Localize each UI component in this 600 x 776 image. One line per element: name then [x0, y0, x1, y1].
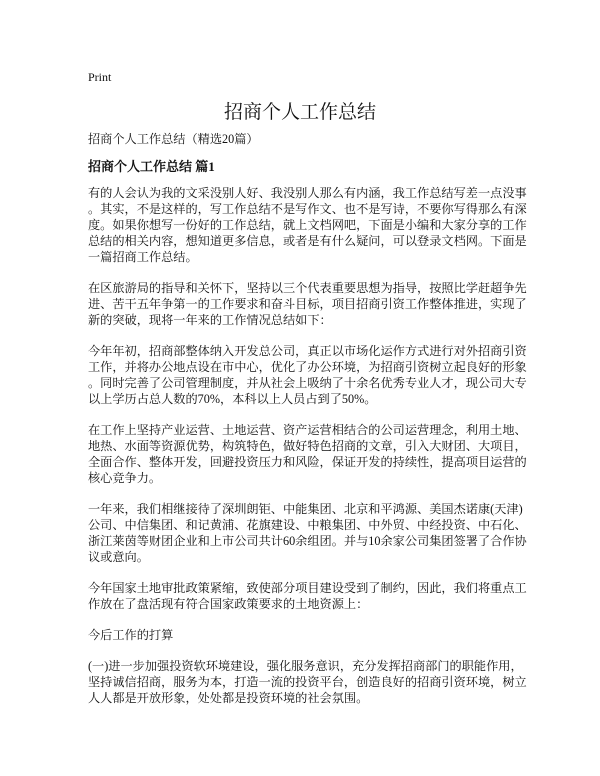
paragraph [88, 185, 527, 265]
paragraph-line: 一年来，我们相继接待了深圳朗钜、中能集团、北京和平鸿源、美国杰诺康(天津) [88, 502, 523, 516]
section-heading: 招商个人工作总结 篇1 [88, 159, 215, 174]
paragraph-line: 进、苦干五年争第一的工作要求和奋斗目标，项目招商引资工作整体推进，实现了 [88, 297, 527, 311]
paragraph-line: 在区旅游局的指导和关怀下，坚持以三个代表重要思想为指导，按照比学赶超争先 [88, 281, 527, 295]
paragraph [88, 580, 527, 612]
paragraph [88, 658, 527, 706]
paragraph-line: (一)进一步加强投资软环境建设，强化服务意识，充分发挥招商部门的职能作用， [88, 659, 523, 673]
paragraph [88, 280, 527, 328]
paragraph-line: 地热、水面等资源优势，构筑特色，做好特色招商的文章，引入大财团、大项目， [88, 439, 527, 453]
paragraph-line: 全面合作、整体开发，回避投资压力和风险，保证开发的持续性，提高项目运营的 [88, 455, 527, 469]
paragraph-line: 今后工作的打算 [88, 628, 174, 642]
paragraph-line: 总结的相关内容，想知道更多信息，或者是有什么疑问，可以登录文档网。下面是 [88, 234, 527, 248]
document-body [88, 131, 527, 721]
paragraph [88, 422, 527, 486]
paragraph-line: 浙江莱茵等财团企业和上市公司共计60余组团。并与10余家公司集团签署了合作协 [88, 534, 527, 548]
document-title: 招商个人工作总结 [223, 102, 376, 123]
paragraph-line: 人人都是开放形象，处处都是投资环境的社会氛围。 [88, 691, 369, 705]
paragraph-line: 在工作上坚持产业运营、土地运营、资产运营相结合的公司运营理念，利用土地、 [88, 423, 527, 437]
paragraph-line: 核心竞争力。 [88, 471, 162, 485]
paragraph [88, 501, 527, 565]
paragraph-line: 今年年初，招商部整体纳入开发总公司，真正以市场化运作方式进行对外招商引资 [88, 344, 527, 358]
paragraph [88, 343, 527, 407]
paragraph-line: 工作，并将办公地点设在市中心，优化了办公环境，为招商引资树立起良好的形象 [88, 360, 527, 374]
paragraph-line: 。同时完善了公司管理制度，并从社会上吸纳了十余名优秀专业人才，现公司大专 [88, 376, 527, 390]
paragraph [88, 627, 512, 643]
print-link[interactable]: Print [88, 70, 112, 84]
paragraph-line: 新的突破，现将一年来的工作情况总结如下： [88, 313, 332, 327]
paragraph-line: 公司、中信集团、和记黄浦、花旗建设、中粮集团、中外贸、中经投资、中石化、 [88, 518, 527, 532]
paragraph-line: 坚持诚信招商，服务为本，打造一流的投资平台，创造良好的招商引资环境，树立 [88, 675, 527, 689]
paragraph-line: 一篇招商工作总结。 [88, 250, 198, 264]
paragraph-line: 度。如果你想写一份好的工作总结，就上文档网吧，下面是小编和大家分享的工作 [88, 218, 527, 232]
paragraph-line: 。其实，不是这样的，写工作总结不是写作文、也不是写诗，不要你写得那么有深 [88, 202, 527, 216]
paragraph-line: 今年国家土地审批政策紧缩，致使部分项目建设受到了制约，因此，我们将重点工 [88, 581, 527, 595]
document-subtitle: 招商个人工作总结（精选20篇） [88, 132, 259, 146]
paragraph-line: 有的人会认为我的文采没别人好、我没别人那么有内涵，我工作总结写差一点没事 [88, 186, 527, 200]
paragraphs [88, 185, 527, 706]
paragraph-line: 作放在了盘活现有符合国家政策要求的土地资源上： [88, 597, 369, 611]
paragraph-line: 议或意向。 [88, 550, 149, 564]
paragraph-line: 以上学历占总人数的70%，本科以上人员占到了50%。 [88, 392, 377, 406]
